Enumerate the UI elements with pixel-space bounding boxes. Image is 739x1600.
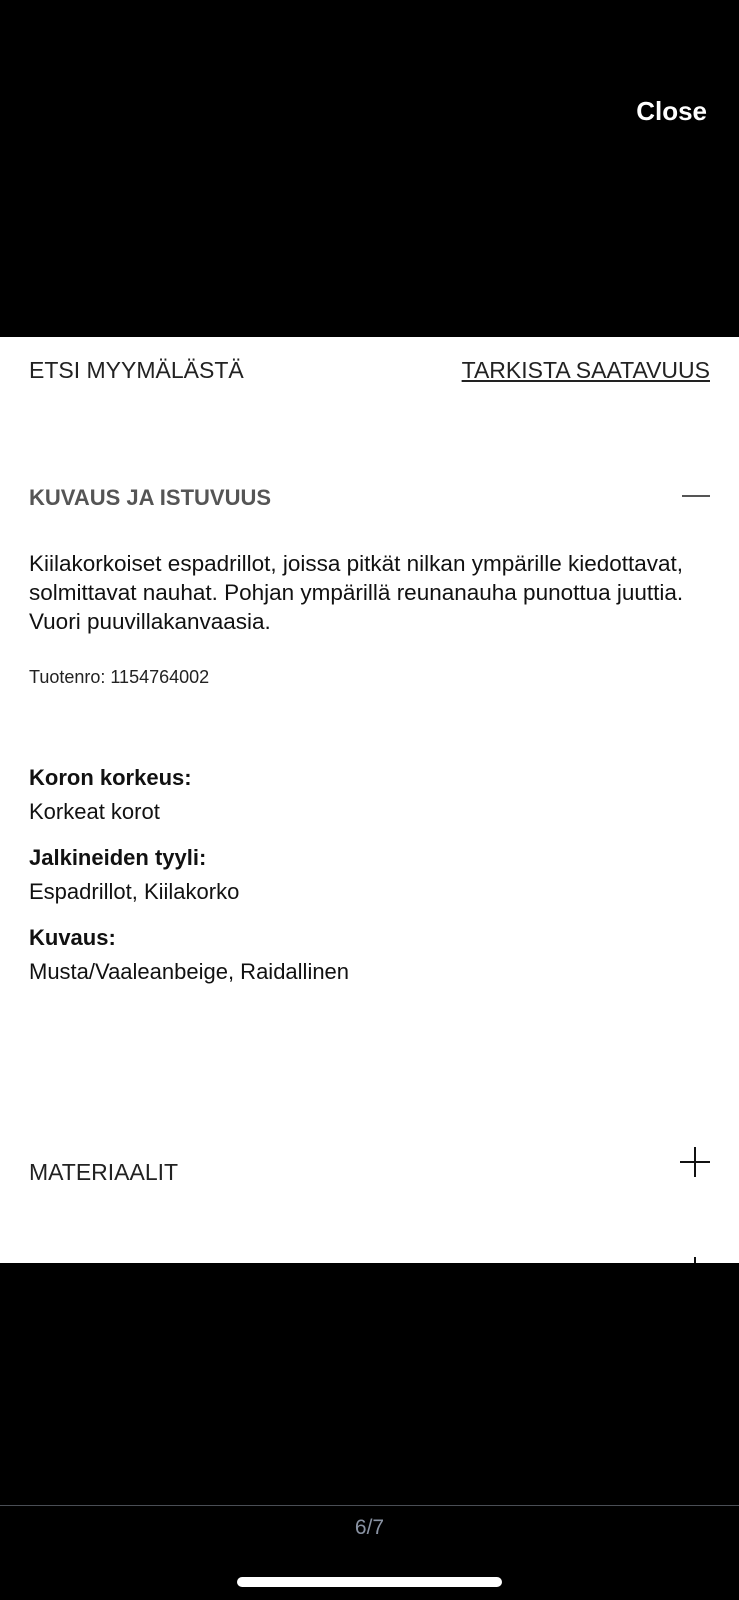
product-description: Kiilakorkoiset espadrillot, joissa pitkät nilkan ympärille kiedottavat, solmittavat nauhat. Pohjan ympärillä reunanauha punottua juuttia. Vuori puuvillakanvaasia. <box>29 551 684 634</box>
find-in-store-link[interactable]: ETSI MYYMÄLÄSTÄ <box>29 357 244 383</box>
divider <box>0 1505 739 1506</box>
attribute-item <box>29 925 349 985</box>
page-indicator: 6/7 <box>354 1516 385 1539</box>
attribute-value: Espadrillot, Kiilakorko <box>29 879 240 904</box>
product-info-panel <box>0 337 739 1263</box>
next-section-plus-icon <box>694 1257 696 1263</box>
collapse-minus-icon[interactable] <box>682 495 710 497</box>
section-title-description[interactable]: KUVAUS JA ISTUVUUS <box>29 485 272 510</box>
close-button[interactable]: Close <box>636 96 707 126</box>
attribute-item <box>29 765 349 825</box>
attribute-list <box>29 765 349 1005</box>
attribute-label: Jalkineiden tyyli: <box>29 845 207 870</box>
article-number: Tuotenro: 1154764002 <box>29 667 210 687</box>
attribute-label: Kuvaus: <box>29 925 116 950</box>
check-availability-link[interactable]: TARKISTA SAATAVUUS <box>461 357 710 383</box>
attribute-item <box>29 845 349 905</box>
attribute-value: Musta/Vaaleanbeige, Raidallinen <box>29 959 350 984</box>
home-indicator <box>237 1577 502 1587</box>
expand-plus-icon[interactable] <box>680 1147 710 1177</box>
attribute-label: Koron korkeus: <box>29 765 192 790</box>
section-title-materials[interactable]: MATERIAALIT <box>29 1159 179 1185</box>
attribute-value: Korkeat korot <box>29 799 160 824</box>
